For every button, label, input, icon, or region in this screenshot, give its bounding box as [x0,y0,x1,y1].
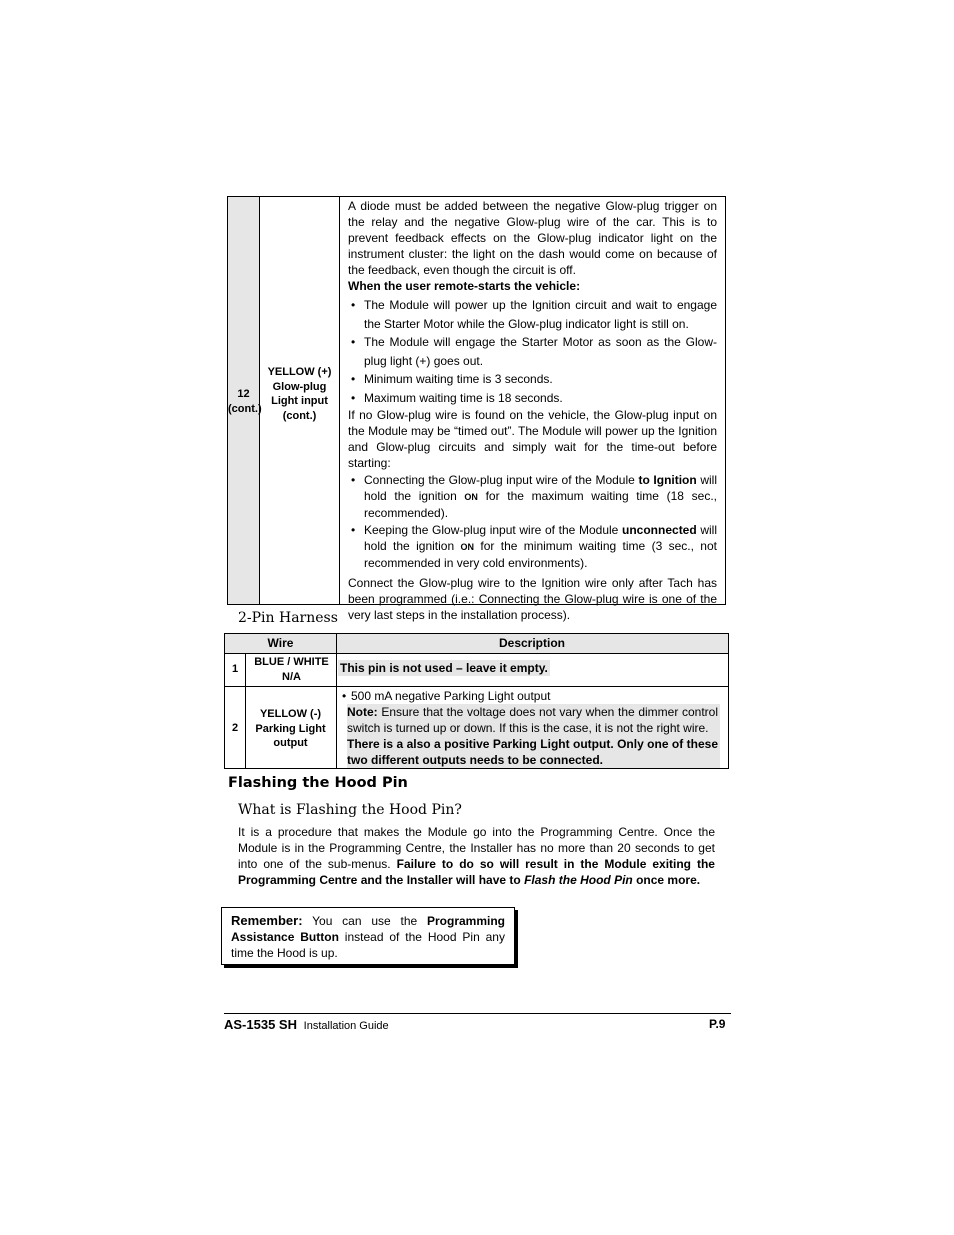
timeout-list [348,472,717,571]
pin-number-cell [228,197,260,604]
section-heading: Flashing the Hood Pin [228,775,408,791]
list-item: • Keeping the Glow-plug input wire of the Module unconnected will hold the ignition ON for the minimum waiting time (3 sec., not recommended in very cold environments). [348,522,717,571]
page-number: P.9 [709,1017,726,1031]
table-header [225,634,728,654]
procedure-paragraph: It is a procedure that makes the Module go into the Programming Centre. Once the Module is in the Programming Centre, the Installer has no more than 20 seconds to get into one of the sub-menus. Failure to do so will result in the Module exiting the Programming Centre and the Installer will have to Flash the Hood Pin once more. [238,825,715,887]
description-cell [340,197,725,622]
list-item: • Maximum waiting time is 18 seconds. [348,389,717,408]
row-description [339,688,720,768]
row-description: This pin is not used – leave it empty. [340,661,548,675]
warning-text: There is a also a positive Parking Light output. Only one of these two different outputs needs to be connected. [347,737,718,767]
pin-number: 12 (cont.) [228,388,262,415]
sub-heading: What is Flashing the Hood Pin? [238,802,462,818]
wire-label: YELLOW (-) Parking Light output [255,708,326,749]
output-list [339,688,720,704]
footer-divider [224,1013,731,1014]
remember-text: Remember: You can use the Programming Assistance Button instead of the Hood Pin any time the Hood is up. [231,913,505,960]
pin-number: 2 [231,722,239,734]
table-row [225,687,728,768]
list-item: • Connecting the Glow-plug input wire of the Module to Ignition will hold the ignition ON for the maximum waiting time (18 sec., recommended). [348,472,717,521]
list-item: • 500 mA negative Parking Light output [339,688,720,704]
timeout-text: If no Glow-plug wire is found on the vehicle, the Glow-plug input on the Module may be “timed out”. The Module will power up the Ignition and Glow-plug circuits and simply wait for the time-out before starting: [348,408,717,470]
footer-title: AS-1535 SH Installation Guide [224,1017,389,1032]
remote-start-list [348,296,717,407]
wire-label: YELLOW (+) Glow-plug Light input (cont.) [267,366,332,422]
list-item: • The Module will power up the Ignition circuit and wait to engage the Starter Motor while the Glow-plug indicator light is still on. [348,296,717,333]
harness-heading: 2-Pin Harness [238,610,338,626]
remote-start-heading: When the user remote-starts the vehicle: [348,279,581,293]
header-description: Description [498,636,565,650]
wire-cell [260,197,340,604]
list-item: • The Module will engage the Starter Motor as soon as the Glow-plug light (+) goes out. [348,333,717,370]
header-wire: Wire [267,636,294,650]
remember-box [221,907,515,965]
wire-label: BLUE / WHITE N/A [254,656,329,683]
diode-intro: A diode must be added between the negative Glow-plug trigger on the relay and the negative Glow-plug wire of the car. This is to prevent feedback effects on the Glow-plug indicator light on the instrument cluster: the light on the dash would come on because of the feedback, even though the circuit is off. [348,199,717,277]
connect-note: Connect the Glow-plug wire to the Ignition wire only after Tach has been programmed (i.e.: Connecting the Glow-plug wire is one of the very last steps in the installation process). [348,576,717,622]
table-row [225,654,728,687]
note-text: Note: Ensure that the voltage does not vary when the dimmer control switch is turned up or down. If this is the case, it is not the right wire. [347,705,718,735]
pin-number: 1 [231,663,239,675]
two-pin-table [224,633,729,769]
list-item: • Minimum waiting time is 3 seconds. [348,370,717,389]
